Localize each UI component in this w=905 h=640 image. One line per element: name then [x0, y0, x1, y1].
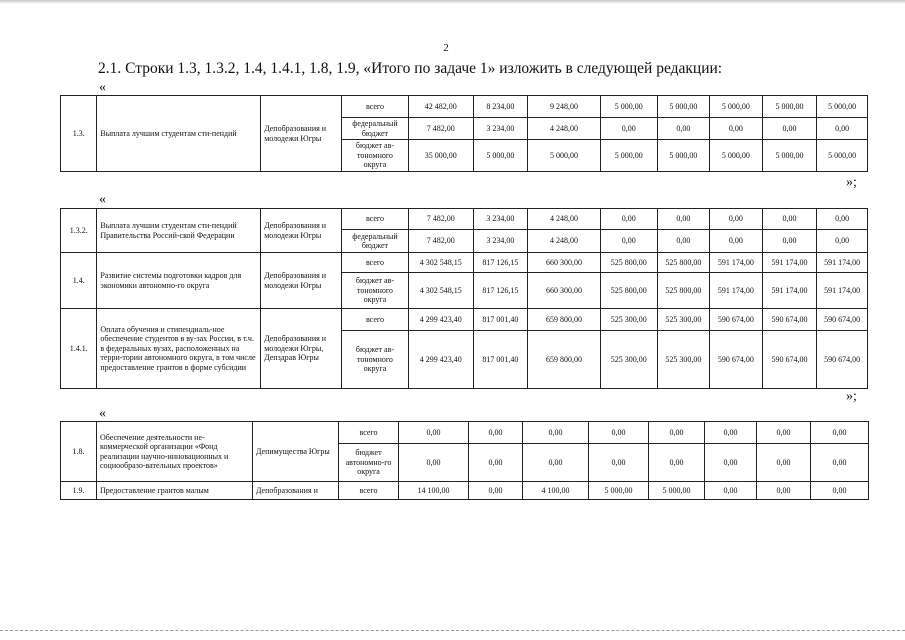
value-cell: 42 482,00: [408, 96, 473, 118]
value-cell: 5 000,00: [817, 96, 868, 118]
value-cell: 0,00: [399, 444, 469, 482]
close-quote: »;: [846, 175, 857, 190]
value-cell: 660 300,00: [528, 273, 601, 309]
value-cell: 4 299 423,40: [408, 331, 473, 389]
row-department: Депобразования и: [253, 482, 339, 500]
funding-source: всего: [342, 253, 409, 273]
value-cell: 591 174,00: [817, 273, 868, 309]
value-cell: 0,00: [589, 444, 649, 482]
value-cell: 0,00: [523, 422, 589, 444]
funding-source: бюджет автономно-го округа: [339, 444, 399, 482]
funding-source: бюджет ав-тономного округа: [342, 331, 409, 389]
value-cell: 525 800,00: [600, 253, 657, 273]
table-rows-1-3-2-to-1-4-1: [60, 208, 868, 389]
open-quote: «: [99, 192, 106, 207]
value-cell: 5 000,00: [710, 96, 763, 118]
value-cell: 659 800,00: [528, 331, 601, 389]
document-heading: 2.1. Строки 1.3, 1.3.2, 1.4, 1.4.1, 1.8, 1.9, «Итого по задаче 1» изложить в следующей редакции:: [98, 60, 723, 77]
value-cell: 0,00: [811, 444, 869, 482]
value-cell: 4 100,00: [523, 482, 589, 500]
value-cell: 3 234,00: [473, 230, 528, 253]
row-number: 1.4.: [61, 253, 97, 309]
value-cell: 5 000,00: [817, 140, 868, 172]
funding-source: всего: [339, 422, 399, 444]
table-rows-1-8-1-9: [60, 421, 869, 500]
scan-edge-top: [0, 0, 905, 4]
value-cell: 0,00: [523, 444, 589, 482]
funding-source: федеральный бюджет: [342, 118, 409, 140]
value-cell: 525 300,00: [657, 309, 710, 331]
funding-source: бюджет ав-тономного округа: [342, 273, 409, 309]
value-cell: 4 302 548,15: [408, 253, 473, 273]
open-quote: «: [99, 406, 106, 421]
value-cell: 4 248,00: [528, 118, 601, 140]
value-cell: 590 674,00: [762, 331, 817, 389]
value-cell: 591 174,00: [710, 253, 763, 273]
value-cell: 660 300,00: [528, 253, 601, 273]
page-number: 2: [443, 42, 449, 54]
value-cell: 0,00: [399, 422, 469, 444]
value-cell: 5 000,00: [528, 140, 601, 172]
row-department: Депобразования и молодежи Югры: [261, 253, 342, 309]
value-cell: 8 234,00: [473, 96, 528, 118]
value-cell: 0,00: [757, 482, 811, 500]
funding-source: бюджет ав-тономного округа: [342, 140, 409, 172]
value-cell: 7 482,00: [408, 209, 473, 230]
open-quote: «: [99, 80, 106, 95]
value-cell: 590 674,00: [817, 309, 868, 331]
value-cell: 590 674,00: [762, 309, 817, 331]
row-department: Депобразования и молодежи Югры: [261, 96, 342, 172]
row-number: 1.3.2.: [61, 209, 97, 253]
row-name: Оплата обучения и стипендиаль-ное обеспечение студентов в ву-зах России, в т.ч. в федеральных вузах, расположенных на терри-тории автономного округа, в том числе предоставление грантов в форме субсидии: [97, 309, 261, 389]
value-cell: 0,00: [589, 422, 649, 444]
value-cell: 5 000,00: [762, 140, 817, 172]
row-number: 1.4.1.: [61, 309, 97, 389]
value-cell: 817 001,40: [473, 331, 528, 389]
value-cell: 659 800,00: [528, 309, 601, 331]
value-cell: 591 174,00: [710, 273, 763, 309]
value-cell: 0,00: [817, 230, 868, 253]
value-cell: 5 000,00: [473, 140, 528, 172]
value-cell: 5 000,00: [657, 140, 710, 172]
value-cell: 0,00: [600, 209, 657, 230]
value-cell: 0,00: [705, 482, 757, 500]
value-cell: 0,00: [762, 209, 817, 230]
row-department: Депобразования и молодежи Югры, Депздрав Югры: [261, 309, 342, 389]
value-cell: 0,00: [757, 422, 811, 444]
value-cell: 591 174,00: [817, 253, 868, 273]
value-cell: 0,00: [705, 444, 757, 482]
value-cell: 35 000,00: [408, 140, 473, 172]
scan-edge-bottom: [0, 630, 905, 635]
row-name: Обеспечение деятельности не-коммерческой организации «Фонд реализации научно-инновационных и социообразо-вательных проектов»: [97, 422, 253, 482]
value-cell: 0,00: [811, 482, 869, 500]
value-cell: 0,00: [657, 209, 710, 230]
value-cell: 525 800,00: [657, 253, 710, 273]
row-number: 1.9.: [61, 482, 97, 500]
value-cell: 817 126,15: [473, 253, 528, 273]
value-cell: 0,00: [657, 230, 710, 253]
value-cell: 0,00: [710, 230, 763, 253]
value-cell: 5 000,00: [600, 140, 657, 172]
value-cell: 0,00: [817, 118, 868, 140]
row-department: Депобразования и молодежи Югры: [261, 209, 342, 253]
value-cell: 0,00: [705, 422, 757, 444]
value-cell: 5 000,00: [710, 140, 763, 172]
row-number: 1.8.: [61, 422, 97, 482]
value-cell: 0,00: [469, 444, 523, 482]
close-quote: »;: [846, 389, 857, 404]
value-cell: 525 300,00: [657, 331, 710, 389]
value-cell: 4 248,00: [528, 209, 601, 230]
value-cell: 5 000,00: [649, 482, 705, 500]
value-cell: 591 174,00: [762, 253, 817, 273]
value-cell: 7 482,00: [408, 230, 473, 253]
value-cell: 591 174,00: [762, 273, 817, 309]
value-cell: 5 000,00: [657, 96, 710, 118]
value-cell: 590 674,00: [710, 331, 763, 389]
value-cell: 0,00: [469, 422, 523, 444]
value-cell: 0,00: [710, 209, 763, 230]
value-cell: 4 248,00: [528, 230, 601, 253]
value-cell: 5 000,00: [589, 482, 649, 500]
value-cell: 525 300,00: [600, 331, 657, 389]
funding-source: всего: [339, 482, 399, 500]
value-cell: 5 000,00: [762, 96, 817, 118]
value-cell: 7 482,00: [408, 118, 473, 140]
row-number: 1.3.: [61, 96, 97, 172]
table-row-1-3: [60, 95, 868, 172]
value-cell: 14 100,00: [399, 482, 469, 500]
row-name: Выплата лучшим студентам сти-пендий: [97, 96, 261, 172]
value-cell: 3 234,00: [473, 209, 528, 230]
value-cell: 525 800,00: [600, 273, 657, 309]
value-cell: 525 800,00: [657, 273, 710, 309]
value-cell: 0,00: [757, 444, 811, 482]
value-cell: 4 299 423,40: [408, 309, 473, 331]
row-name: Выплата лучшим студентам сти-пендий Правительства Россий-ской Федерации: [97, 209, 261, 253]
funding-source: всего: [342, 209, 409, 230]
value-cell: 0,00: [649, 422, 705, 444]
value-cell: 0,00: [710, 118, 763, 140]
value-cell: 525 300,00: [600, 309, 657, 331]
funding-source: федеральный бюджет: [342, 230, 409, 253]
row-department: Депимущества Югры: [253, 422, 339, 482]
value-cell: 0,00: [762, 118, 817, 140]
row-name: Развитие системы подготовки кадров для экономики автономно-го округа: [97, 253, 261, 309]
value-cell: 9 248,00: [528, 96, 601, 118]
value-cell: 0,00: [600, 230, 657, 253]
value-cell: 4 302 548,15: [408, 273, 473, 309]
value-cell: 0,00: [657, 118, 710, 140]
value-cell: 0,00: [469, 482, 523, 500]
funding-source: всего: [342, 96, 409, 118]
value-cell: 0,00: [762, 230, 817, 253]
value-cell: 0,00: [600, 118, 657, 140]
value-cell: 5 000,00: [600, 96, 657, 118]
value-cell: 3 234,00: [473, 118, 528, 140]
value-cell: 0,00: [817, 209, 868, 230]
funding-source: всего: [342, 309, 409, 331]
value-cell: 590 674,00: [710, 309, 763, 331]
value-cell: 0,00: [649, 444, 705, 482]
value-cell: 0,00: [811, 422, 869, 444]
value-cell: 817 001,40: [473, 309, 528, 331]
value-cell: 590 674,00: [817, 331, 868, 389]
row-name: Предоставление грантов малым: [97, 482, 253, 500]
value-cell: 817 126,15: [473, 273, 528, 309]
